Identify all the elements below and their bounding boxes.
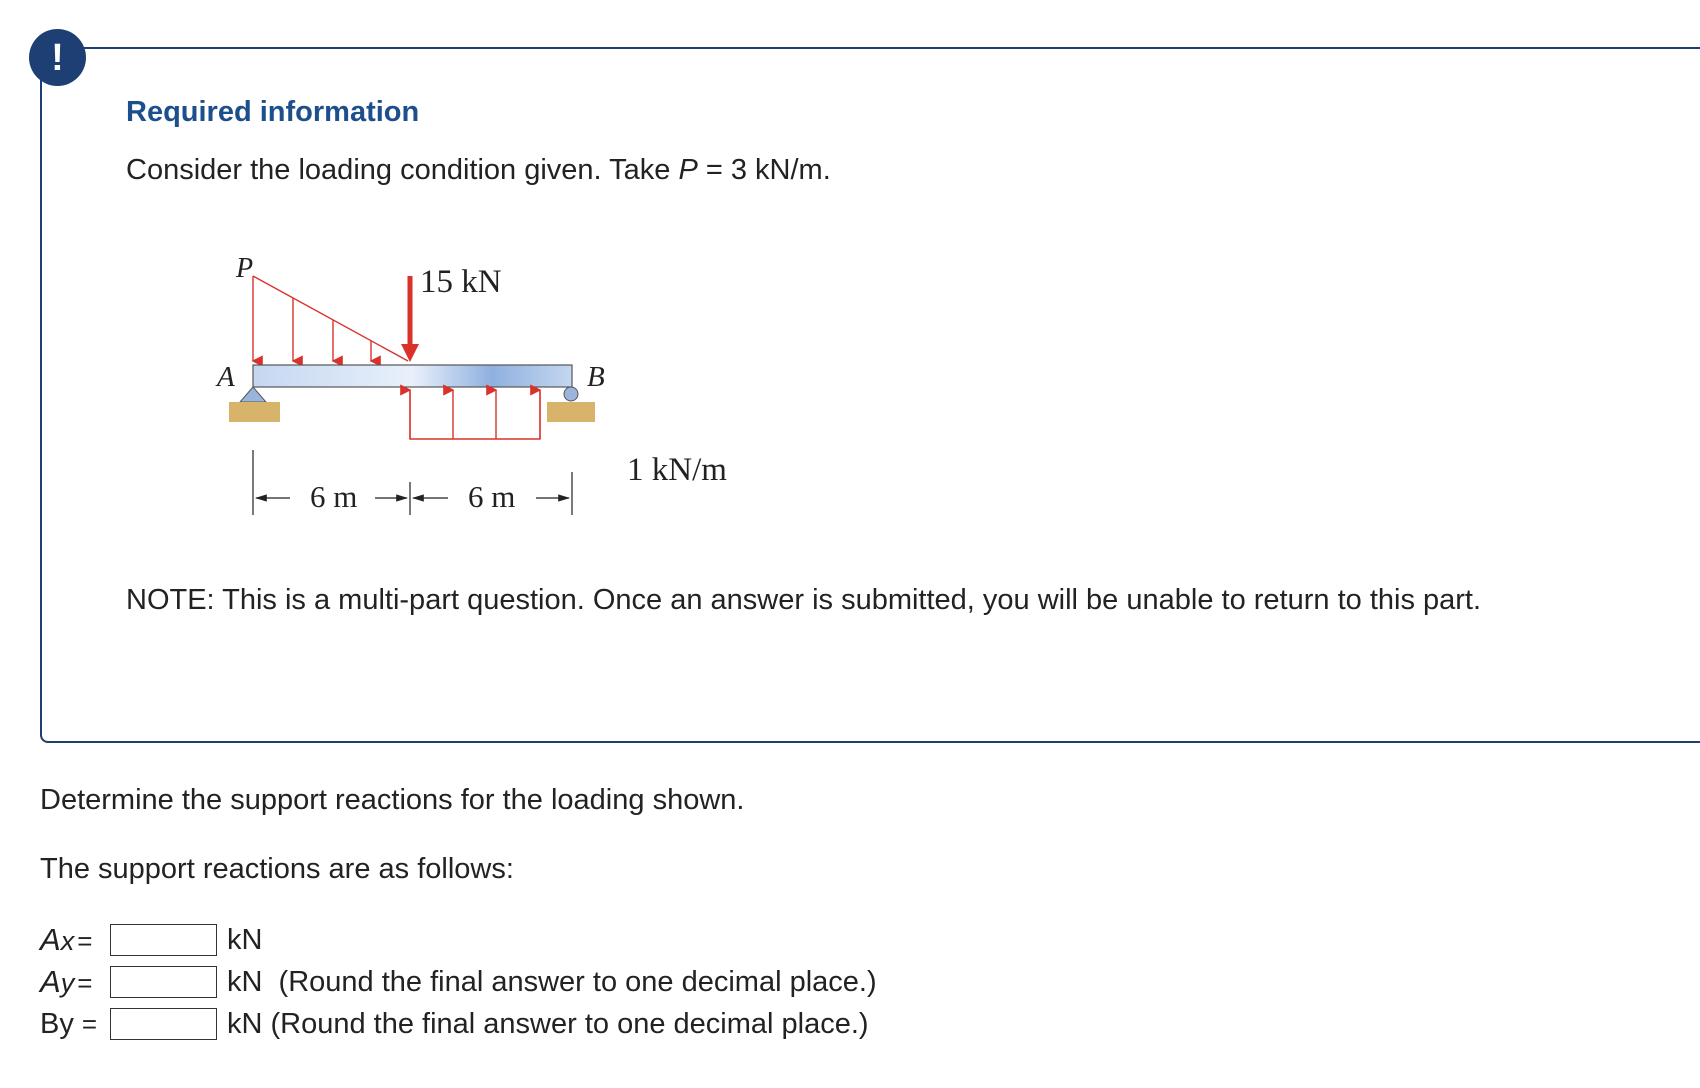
roller-support-B (564, 387, 578, 401)
span2-label: 6 m (468, 479, 516, 514)
label-B: B (587, 361, 605, 393)
label-P: P (236, 253, 254, 284)
answer-label-main: A (40, 964, 61, 999)
question-text: Determine the support reactions for the loading shown. (40, 784, 745, 816)
label-A: A (217, 361, 235, 393)
uniform-load-label: 1 kN/m (627, 452, 727, 488)
ax-unit: kN (227, 923, 263, 956)
ground-A (229, 402, 280, 422)
problem-text: Consider the loading condition given. Take (126, 154, 679, 186)
pin-support-A (240, 387, 266, 402)
problem-statement (126, 154, 831, 187)
required-info-title: Required information (126, 96, 420, 128)
ay-input[interactable] (110, 966, 217, 998)
by-unit: kN (Round the final answer to one decimal place.) (227, 1007, 869, 1040)
answer-row-ax (40, 920, 262, 960)
multipart-note: NOTE: This is a multi-part question. Once an answer is submitted, you will be unable to return to this part. (126, 584, 1482, 616)
exclamation-icon: ! (29, 29, 86, 86)
answer-label-ax (40, 922, 108, 958)
beam-diagram (217, 253, 780, 527)
answer-label-sub: x (60, 926, 75, 956)
by-input[interactable] (110, 1008, 217, 1040)
problem-value: = 3 kN/m. (697, 154, 831, 186)
answer-row-by (40, 1004, 869, 1044)
answer-label-sub: y (60, 968, 75, 998)
problem-variable: P (678, 154, 698, 186)
answer-label-main: A (40, 922, 61, 957)
ay-unit: kN (Round the final answer to one decimal place.) (227, 965, 877, 998)
answer-label-eq: = (77, 968, 93, 998)
answer-row-ay (40, 962, 877, 1002)
question-intro: The support reactions are as follows: (40, 853, 514, 885)
triangular-load-outline (253, 276, 408, 361)
answer-label-ay (40, 964, 108, 1000)
span1-label: 6 m (310, 479, 358, 514)
answer-label-eq: = (77, 926, 93, 956)
answer-label-main: By (40, 1007, 74, 1040)
ax-input[interactable] (110, 924, 217, 956)
uniform-load-outline (410, 390, 540, 439)
answer-label-by (40, 1008, 108, 1041)
point-load-label: 15 kN (420, 264, 502, 300)
beam (253, 365, 572, 387)
answer-label-eq: = (81, 1008, 98, 1039)
ground-B (547, 402, 595, 422)
